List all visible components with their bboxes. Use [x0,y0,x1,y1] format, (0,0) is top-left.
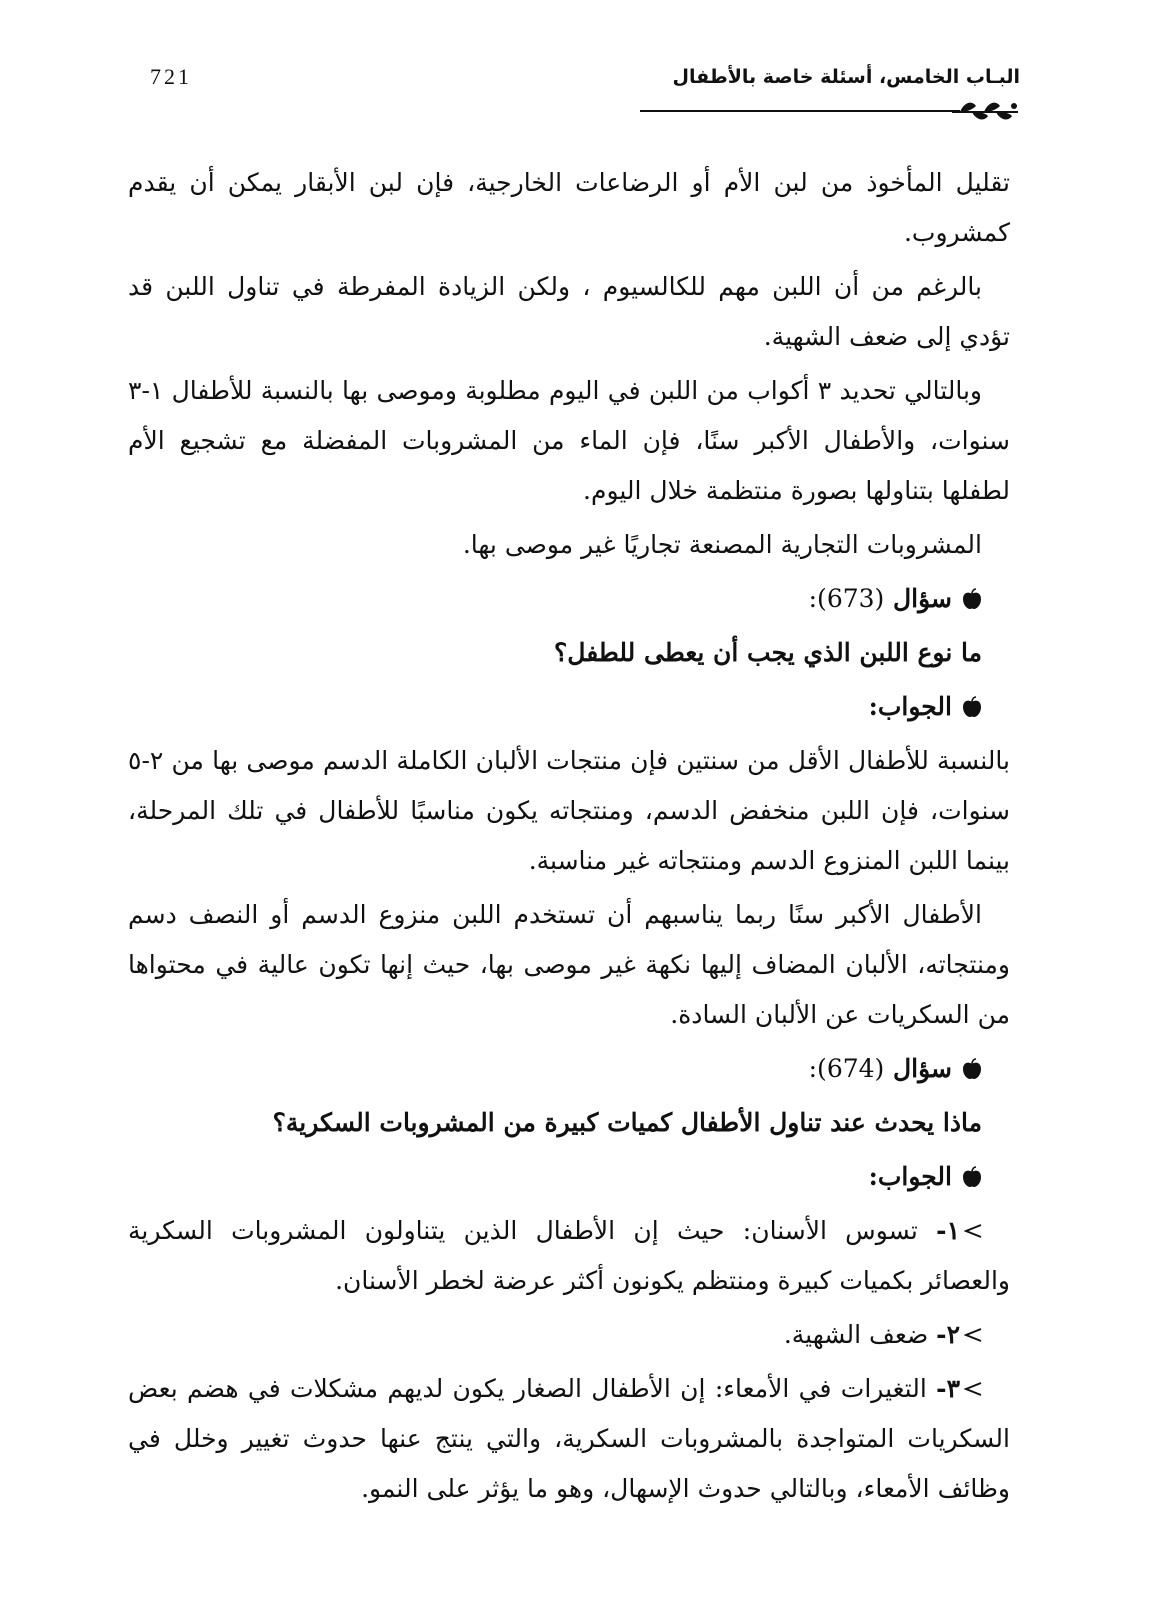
answer-heading [128,1152,1010,1202]
apple-bullet-icon [962,588,982,610]
question-label: سؤال [893,1054,952,1083]
paragraph: المشروبات التجارية المصنعة تجاريًا غير موصى بها. [462,530,982,559]
apple-bullet-icon [962,1058,982,1080]
paragraph: وبالتالي تحديد ٣ أكواب من اللبن في اليوم مطلوبة وموصى بها بالنسبة للأطفال ١-٣ سنوات، والأطفال الأكبر سنًا، فإن الماء من المشروبات المفضلة مع تشجيع الأم لطفلها بتناولها بصورة منتظمة خلال اليوم. [128,376,1010,505]
question-label: سؤال [893,584,952,613]
list-item [128,1310,1010,1360]
page-header [140,58,1020,128]
answer-heading [128,682,1010,732]
list-item-text: تسوس الأسنان: حيث إن الأطفال الذين يتناولون المشروبات السكرية والعصائر بكميات كبيرة ومنتظم يكونون أكثر عرضة لخطر الأسنان. [128,1216,1010,1295]
question-text: ماذا يحدث عند تناول الأطفال كميات كبيرة من المشروبات السكرية؟ [272,1108,982,1137]
arrowhead-bullet-icon [964,1223,982,1239]
header-rule [640,110,960,112]
question-text: ما نوع اللبن الذي يجب أن يعطى للطفل؟ [554,638,982,667]
question-heading [128,574,1010,624]
page-number: 721 [150,64,192,89]
paragraph: بالرغم من أن اللبن مهم للكالسيوم ، ولكن الزيادة المفرطة في تناول اللبن قد تؤدي إلى ضعف الشهية. [128,272,1010,351]
leaf-branch-ornament-icon [950,96,1020,126]
list-item-text: التغيرات في الأمعاء: إن الأطفال الصغار يكون لديهم مشكلات في هضم بعض السكريات المتواجدة بالمشروبات السكرية، والتي ينتج عنها حدوث تغيير وخلل في وظائف الأمعاء، وبالتالي حدوث الإسهال، وهو ما يؤثر على النمو. [128,1374,1010,1503]
apple-bullet-icon [962,696,982,718]
list-item-number: ٣- [936,1374,960,1403]
list-item [128,1364,1010,1514]
paragraph: بالنسبة للأطفال الأقل من سنتين فإن منتجات الألبان الكاملة الدسم موصى بها من ٢-٥ سنوات، فإن اللبن منخفض الدسم، ومنتجاته يكون مناسبًا للأطفال في تلك المرحلة، بينما اللبن المنزوع الدسم ومنتجاته غير مناسبة. [128,746,1010,875]
running-title: البـاب الخامس، أسئلة خاصة بالأطفال [672,66,1020,88]
list-item-text: ضعف الشهية. [783,1320,929,1349]
page-body [128,158,1010,1518]
question-heading [128,1044,1010,1094]
question-number: (674): [808,1054,885,1083]
paragraph: الأطفال الأكبر سنًا ربما يناسبهم أن تستخدم اللبن منزوع الدسم أو النصف دسم ومنتجاته، الألبان المضاف إليها نكهة غير موصى بها، حيث إنها تكون عالية في محتواها من السكريات عن الألبان السادة. [128,900,1010,1029]
arrowhead-bullet-icon [964,1327,982,1343]
apple-bullet-icon [962,1166,982,1188]
list-item-number: ٢- [936,1320,960,1349]
list-item-number: ١- [936,1216,960,1245]
list-item [128,1206,1010,1306]
arrowhead-bullet-icon [964,1381,982,1397]
answer-label: الجواب: [868,692,952,721]
question-number: (673): [808,584,885,613]
paragraph: تقليل المأخوذ من لبن الأم أو الرضاعات الخارجية، فإن لبن الأبقار يمكن أن يقدم كمشروب. [128,168,1010,247]
answer-label: الجواب: [868,1162,952,1191]
